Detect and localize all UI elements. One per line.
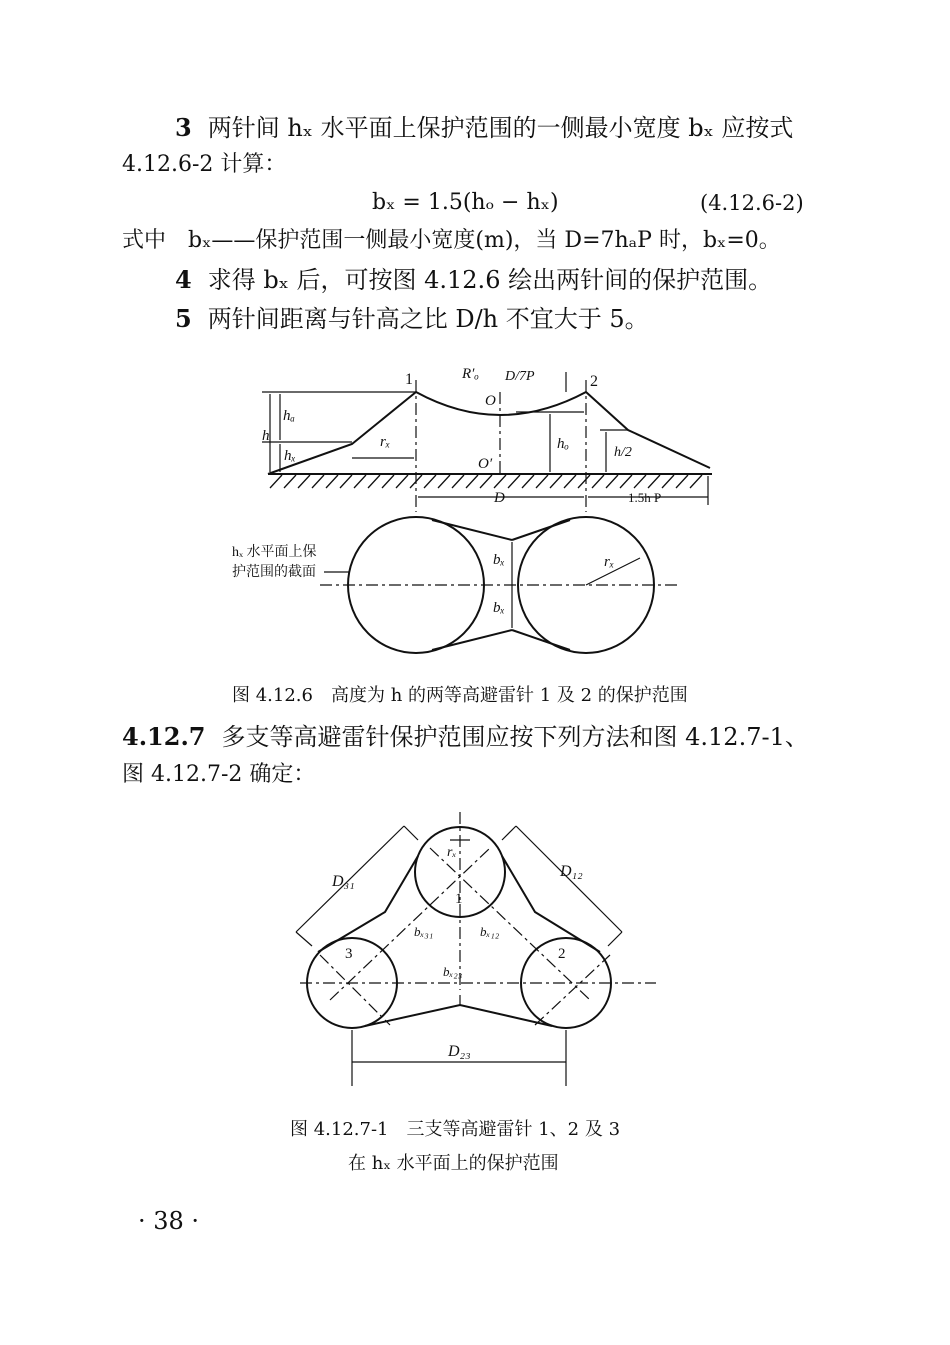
label-needle-1-fig2: 1 [455,891,463,907]
label-d7p: D/7P [505,369,535,384]
label-o-prime: O′ [478,456,493,472]
section-4-12-7 [122,722,809,752]
lower-left-tangent [432,630,512,650]
label-needle-3-fig2: 3 [345,946,353,962]
section-number: 4.12.7 [122,722,206,751]
hatch-mark [564,475,576,488]
label-hx: hₓ [284,448,296,464]
hatch-mark [522,475,534,488]
figure-4-12-6-caption: 图 4.12.6 高度为 h 的两等高避雷针 1 及 2 的保护范围 [232,685,688,706]
hatch-mark [480,475,492,488]
hatch-mark [536,475,548,488]
axis-3-cross [320,955,390,1025]
label-bx31: bₓ₃₁ [414,924,434,939]
label-d: D [494,490,505,506]
item-5-text: 两针间距离与针高之比 D/h 不宜大于 5。 [207,305,649,333]
outline-3-2 [365,1005,552,1026]
hatch-mark [662,475,674,488]
hatch-mark [298,475,310,488]
upper-right-tangent [512,520,570,540]
ground-hatching [270,475,702,488]
item-5-number: 5 [175,304,192,333]
label-d31: D₃₁ [332,873,355,890]
hatch-mark [368,475,380,488]
item-4-number: 4 [175,265,192,294]
label-rx-plan: rₓ [604,554,615,570]
label-ho: hₒ [557,436,569,452]
label-needle-1: 1 [405,371,413,388]
hatch-mark [396,475,408,488]
label-bx-bottom: bₓ [493,600,505,616]
hatch-mark [284,475,296,488]
hatch-mark [634,475,646,488]
hatch-mark [312,475,324,488]
item-3-number: 3 [175,113,192,142]
hatch-mark [508,475,520,488]
figure-4-12-7-1 [296,812,656,1086]
figure-4-12-7-1-caption-line-2: 在 hₓ 水平面上的保护范围 [348,1153,559,1174]
hatch-mark [354,475,366,488]
label-bx23: bₓ₂₃ [443,964,463,979]
d12-ext-bottom [608,932,622,946]
hatch-mark [690,475,702,488]
item-3-text: 两针间 hₓ 水平面上保护范围的一侧最小宽度 bₓ 应按式 [207,114,794,142]
label-d23: D₂₃ [448,1043,471,1060]
label-h2: h/2 [614,445,632,460]
hatch-mark [578,475,590,488]
section-text: 多支等高避雷针保护范围应按下列方法和图 4.12.7-1、 [221,723,809,751]
label-1-5hp: 1.5h P [628,490,662,505]
upper-left-tangent [432,520,512,540]
hatch-mark [550,475,562,488]
outline-1-3 [318,856,418,952]
d12-ext-top [502,826,516,840]
label-d12: D₁₂ [560,863,583,880]
hatch-mark [340,475,352,488]
lower-right-tangent [512,630,570,650]
d31-ext-top [404,826,418,840]
hatch-mark [270,475,282,488]
label-h: h [262,428,270,444]
formula-label: (4.12.6-2) [700,191,804,215]
label-section-line-2: 护范围的截面 [232,565,316,580]
hatch-mark [452,475,464,488]
label-o: O [485,393,496,409]
label-ha: hₐ [283,408,295,424]
hatch-mark [648,475,660,488]
hatch-mark [620,475,632,488]
label-rx-fig2: rₓ [447,845,457,860]
label-bx12: bₓ₁₂ [480,924,500,939]
hatch-mark [382,475,394,488]
label-needle-2: 2 [590,373,598,390]
hatch-mark [466,475,478,488]
hatch-mark [326,475,338,488]
hatch-mark [424,475,436,488]
hatch-mark [676,475,688,488]
item-3-continuation: 4.12.6-2 计算： [122,152,287,177]
hatch-mark [592,475,604,488]
item-4-text: 求得 bₓ 后，可按图 4.12.6 绘出两针间的保护范围。 [207,266,773,294]
label-ro: R′ₒ [462,366,479,382]
label-needle-2-fig2: 2 [558,946,566,962]
label-bx-top: bₓ [493,552,505,568]
label-section-line-1: hₓ 水平面上保 [232,545,317,560]
section-continuation: 图 4.12.7-2 确定： [122,762,316,787]
hatch-mark [438,475,450,488]
label-rx: rₓ [380,434,391,450]
figure-4-12-7-1-caption-line-1: 图 4.12.7-1 三支等高避雷针 1、2 及 3 [290,1119,621,1140]
hatch-mark [606,475,618,488]
page-number: · 38 · [138,1207,200,1235]
plan-view [232,517,680,653]
elevation-view [262,366,712,512]
where-clause: 式中 bₓ——保护范围一侧最小宽度(m)，当 D=7hₐP 时，bₓ=0。 [122,228,781,253]
d31-ext-bottom [296,932,312,946]
formula-expression: bₓ = 1.5(hₒ − hₓ) [372,190,559,215]
hatch-mark [494,475,506,488]
outline-1-2 [502,856,600,952]
